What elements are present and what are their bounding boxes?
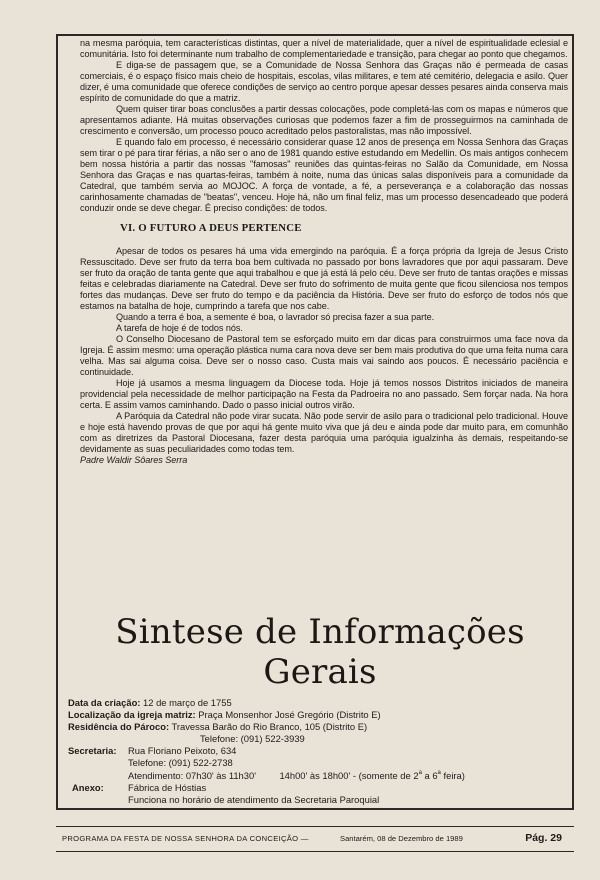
info-value: Telefone: (091) 522-2738 <box>128 757 233 769</box>
hours-note: a 6 <box>421 769 438 781</box>
info-row-location <box>68 709 568 721</box>
info-value: Rua Floriano Peixoto, 634 <box>128 745 237 757</box>
article-body <box>80 38 568 466</box>
hours-sup: a <box>418 769 422 776</box>
title-line: Gerais <box>263 652 377 692</box>
info-label: Secretaria: <box>68 745 117 757</box>
paragraph: E diga-se de passagem que, se a Comunidade de Nossa Senhora das Graças não é permeada de casas comerciais, é o espaço físico mais cheio de hospitais, escolas, vilas militares, e tem até cemitério, delegacia e asilo. Quer dizer, é uma comunidade que oferece condições de serviço ao centro porque apesar desses pesares ainda conserva mais espírito de comunidade do que a matriz. <box>80 60 568 103</box>
paragraph: Apesar de todos os pesares há uma vida emergindo na paróquia. É a força própria da Igreja de Jesus Cristo Ressuscitado. Deve ser fruto da terra boa bem cultivada no passado por bons lavradores que por aqui passaram. Deve ser fruto da oração de tanta gente que aqui trabalhou e que já está lá pelo céu. Deve ser fruto de tantas orações e missas feitas e celebradas diariamente na Catedral. Deve ser fruto do sofrimento de muita gente que ficou silenciosa nos tempos fortes das mudanças. Deve ser fruto do tempo e da paciência da História. Deve ser fruto do esforço de todos nós que estamos na batalha de hoje, cumprindo a tarefa que nos cabe. <box>80 246 568 311</box>
info-row-secretaria <box>68 745 568 757</box>
info-row-secretaria-phone <box>68 757 568 769</box>
hours-sup: a <box>437 769 441 776</box>
info-label: Anexo: <box>72 781 104 793</box>
hours-morning: Atendimento: 07h30' às 11h30' <box>128 769 256 781</box>
paragraph: O Conselho Diocesano de Pastoral tem se esforçado muito em dar dicas para construirmos uma face nova da Igreja. É assim mesmo: uma operação plástica numa cara nova deve ser bem mais produtiva do que uma feita numa cara velha. Mas sai alguma coisa. Deve ser o nosso caso. Custa mais vai saindo aos poucos. É necessário paciência e continuidade. <box>80 334 568 377</box>
section-title <box>110 612 530 692</box>
info-label: Localização da igreja matriz: <box>68 709 196 721</box>
info-row-hours <box>68 770 568 782</box>
info-row-anexo <box>68 782 568 794</box>
info-value: Fábrica de Hóstias <box>128 781 207 793</box>
paragraph: E quando falo em processo, é necessário considerar quase 12 anos de presença em Nossa Senhora das Graças sem tirar o pé para tirar férias, a não ser o ano de 1981 quando estive estudando em Medellin. Os mais antigos conhecem bem nossa história a partir das nossas "famosas" reuniões das quintas-feiras no Salão da Comunidade, em Nossa Senhora das Graças e nas quartas-feiras, também à noite, numa das únicas salas disponíveis para a comunidade da Catedral, que também servia ao MOJOC. A força de vontade, a fé, a perseverança e a colaboração das nossas carinhosamente chamadas de "beatas", venceu. Hoje há, não um final feliz, mas um processo desencadeado que poderá conduzir onde se deve chegar. É preciso condições: de todos. <box>80 137 568 213</box>
page-footer <box>56 826 574 852</box>
page-number: Pág. 29 <box>525 832 562 844</box>
info-value: Travessa Barão do Rio Branco, 105 (Distrito E) <box>171 721 368 733</box>
info-row-creation <box>68 697 568 709</box>
info-block <box>68 697 568 806</box>
section-heading: VI. O FUTURO A DEUS PERTENCE <box>120 222 302 234</box>
paragraph: Quem quiser tirar boas conclusões a partir dessas colocações, pode completá-las com os mapas e números que apresentamos adiante. Há muitas observações curiosas que podemos fazer a fim de prosseguirmos na caminhada de crescimento e conversão, um processo pouco acreditado pelos pastoralistas, mas não impossível. <box>80 104 568 136</box>
info-value: Praça Monsenhor José Gregório (Distrito E) <box>198 709 381 721</box>
info-hours <box>128 770 465 782</box>
footer-program: PROGRAMA DA FESTA DE NOSSA SENHORA DA CONCEIÇÃO — <box>62 834 309 843</box>
info-value: 12 de março de 1755 <box>143 697 232 708</box>
info-row-anexo-note <box>68 794 568 806</box>
footer-place-date: Santarém, 08 de Dezembro de 1989 <box>340 834 463 843</box>
info-label: Data da criação: <box>68 697 141 708</box>
info-value: Funciona no horário de atendimento da Secretaria Paroquial <box>128 793 380 805</box>
paragraph: Hoje já usamos a mesma linguagem da Diocese toda. Hoje já temos nossos Distritos iniciados de maneira providencial pela necessidade de melhor participação na Festa da Padroeira no ano passado. Sem forçar nada. Na hora certa. E assim vamos caminhando. Dado o passo inicial outros virão. <box>80 378 568 410</box>
info-row-residence <box>68 721 568 733</box>
hours-note: - (somente de 2 <box>352 769 419 781</box>
hours-note: feira) <box>440 769 465 781</box>
paragraph: na mesma paróquia, tem características distintas, quer a nível de materialidade, quer a nível de espiritualidade eclesial e comunitária. Isto foi determinante num trabalho de complementariedade e transição, para chegar ao ponto que chegamos. <box>80 38 568 59</box>
hours-afternoon: 14h00' às 18h00' <box>279 769 351 781</box>
info-row-residence-phone <box>68 733 568 745</box>
paragraph: A tarefa de hoje é de todos nós. <box>116 323 243 333</box>
paragraph: Quando a terra é boa, a semente é boa, o lavrador só precisa fazer a sua parte. <box>116 312 435 322</box>
info-label: Residência do Pároco: <box>68 721 170 733</box>
paragraph: A Paróquia da Catedral não pode virar sucata. Não pode servir de asilo para o tradicional pelo tradicional. Houve e hoje está havendo provas de que por aqui há gente muito viva que já deu e ainda pode dar muito para, em comunhão com as diretrizes da Pastoral Diocesana, fazer desta paróquia uma paróquia igualzinha às demais, respeitando-se devidamente as suas peculiaridades como todas tem. <box>80 411 568 454</box>
signature: Padre Waldir Sôares Serra <box>80 455 188 465</box>
info-value: Telefone: (091) 522-3939 <box>200 733 305 745</box>
title-line: Sintese de Informações <box>115 612 525 652</box>
